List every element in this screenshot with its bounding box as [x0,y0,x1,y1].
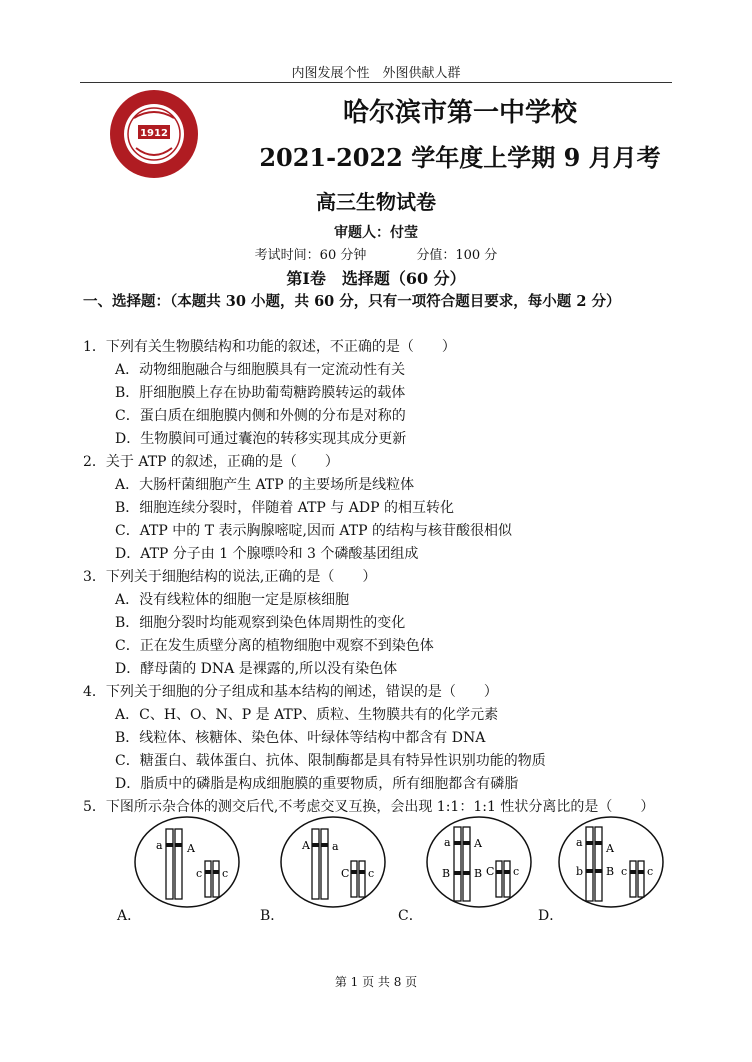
figure-d-label: D． [538,908,564,924]
question-1-option-a: A．动物细胞融合与细胞膜具有一定流动性有关 [115,362,406,378]
allele-label: c [368,867,375,880]
reviewer: 审题人：付莹 [334,225,418,241]
school-name: 哈尔滨市第一中学校 [342,98,577,128]
allele-label: a [576,836,583,849]
exam-term: 2021-2022 学年度上学期 9 月月考 [259,143,661,172]
allele-label: a [156,839,163,852]
school-seal-icon [108,88,200,180]
figure-a-cell [132,815,242,910]
question-4-option-d: D．脂质中的磷脂是构成细胞膜的重要物质，所有细胞都含有磷脂 [115,776,519,792]
svg-text:1912: 1912 [140,128,168,139]
allele-label: c [621,865,628,878]
question-4-stem: 4．下列关于细胞的分子组成和基本结构的阐述，错误的是（ ） [83,684,498,700]
question-2-option-d: D．ATP 分子由 1 个腺嘌呤和 3 个磷酸基团组成 [115,546,419,562]
allele-label: A [187,842,195,855]
allele-label: a [332,840,339,853]
figure-d-cell [556,815,666,910]
figure-c-label: C． [398,908,423,924]
exam-title: 高三生物试卷 [316,190,436,214]
allele-label: C [341,867,350,880]
allele-label: A [474,837,482,850]
question-2-option-b: B．细胞连续分裂时，伴随着 ATP 与 ADP 的相互转化 [115,500,454,516]
allele-label: c [513,865,520,878]
question-1-option-c: C．蛋白质在细胞膜内侧和外侧的分布是对称的 [115,408,406,424]
allele-label: a [444,836,451,849]
school-seal [108,88,200,180]
figure-a-label: A． [117,908,142,924]
question-4-option-c: C．糖蛋白、载体蛋白、抗体、限制酶都是具有特异性识别功能的物质 [115,753,546,769]
cell-membrane [559,817,663,907]
allele-label: b [576,865,584,878]
header-divider [80,82,672,83]
exam-time: 考试时间：60 分钟 [254,248,367,263]
exam-score: 分值：100 分 [416,248,498,263]
figure-c-cell [424,815,534,910]
question-3-option-d: D．酵母菌的 DNA 是裸露的,所以没有染色体 [115,661,398,677]
cell-membrane [427,817,531,907]
allele-label: B [474,867,483,880]
allele-label: A [606,842,614,855]
page-footer: 第 1 页 共 8 页 [334,975,418,989]
question-3-option-c: C．正在发生质壁分离的植物细胞中观察不到染色体 [115,638,434,654]
allele-label: B [606,865,615,878]
allele-label: A [302,839,310,852]
question-1-option-d: D．生物膜间可通过囊泡的转移实现其成分更新 [115,431,407,447]
allele-label: c [647,865,654,878]
section-heading: 一、选择题：（本题共 30 小题，共 60 分，只有一项符合题目要求，每小题 2 分） [83,293,621,310]
question-3-option-a: A．没有线粒体的细胞一定是原核细胞 [115,592,350,608]
figure-b-label: B． [260,908,285,924]
cell-membrane [135,817,239,907]
question-4-option-b: B．线粒体、核糖体、染色体、叶绿体等结构中都含有 DNA [115,730,486,746]
question-2-stem: 2．关于 ATP 的叙述，正确的是（ ） [83,454,339,470]
figure-b-cell [278,815,388,910]
allele-label: c [222,867,229,880]
cell-membrane [281,817,385,907]
question-2-option-a: A．大肠杆菌细胞产生 ATP 的主要场所是线粒体 [115,477,415,493]
allele-label: c [196,867,203,880]
exam-info [0,244,752,263]
question-4-option-a: A．C、H、O、N、P 是 ATP、质粒、生物膜共有的化学元素 [115,707,499,723]
question-1-stem: 1．下列有关生物膜结构和功能的叙述，不正确的是（ ） [83,339,456,355]
volume-title: 第Ⅰ卷 选择题（60 分） [286,269,466,288]
question-2-option-c: C．ATP 中的 T 表示胸腺嘧啶,因而 ATP 的结构与核苷酸很相似 [115,523,512,539]
question-1-option-b: B．肝细胞膜上存在协助葡萄糖跨膜转运的载体 [115,385,406,401]
header-note: 内图发展个性 外图供献人群 [291,66,461,81]
question-3-option-b: B．细胞分裂时均能观察到染色体周期性的变化 [115,615,406,631]
question-3-stem: 3．下列关于细胞结构的说法,正确的是（ ） [83,569,377,585]
allele-label: B [442,867,451,880]
allele-label: C [486,865,495,878]
question-5-stem: 5．下图所示杂合体的测交后代,不考虑交叉互换，会出现 1:1：1:1 性状分离比的是（ ） [83,799,655,815]
